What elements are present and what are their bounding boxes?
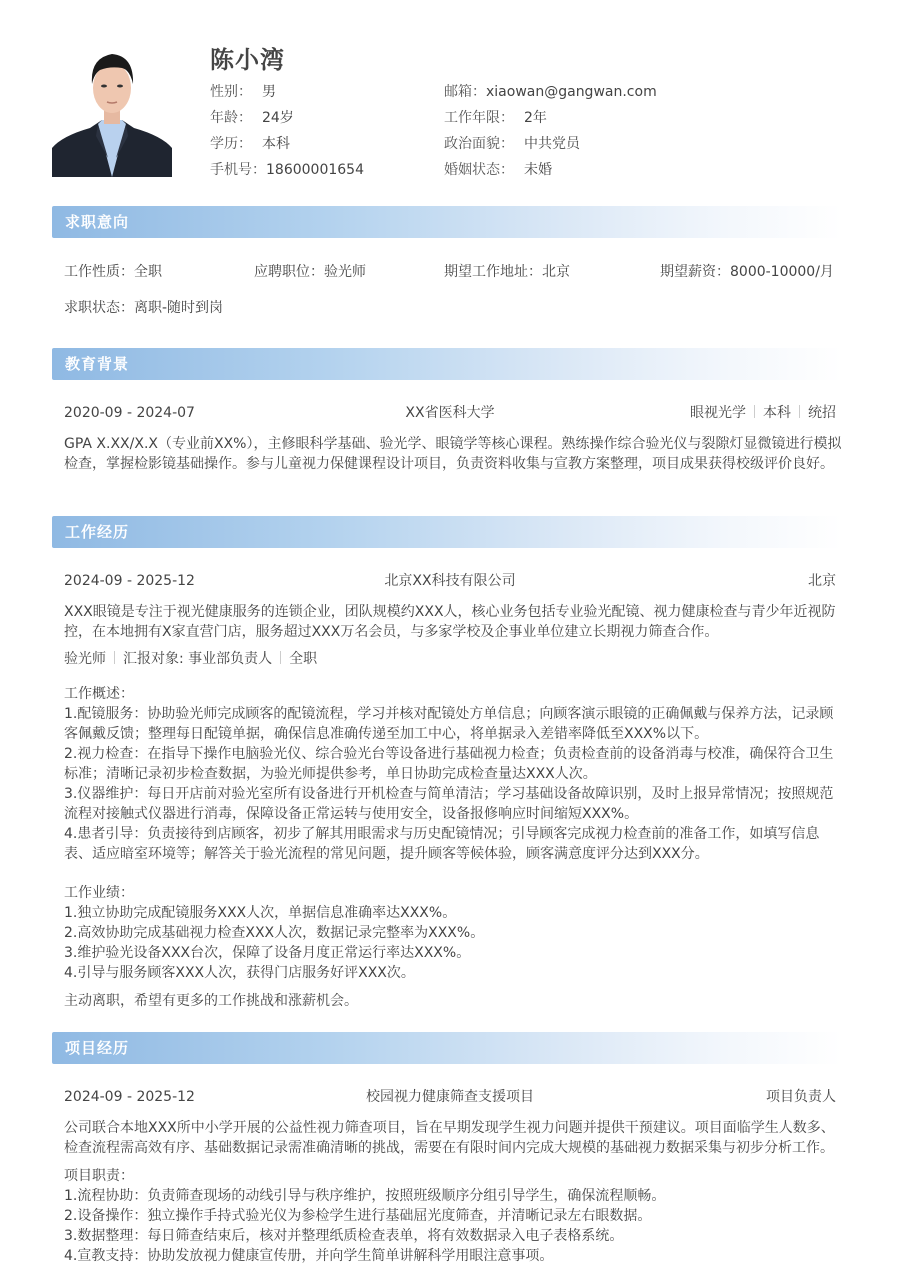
company-name: 北京XX科技有限公司	[384, 573, 516, 589]
email-label: 邮箱：	[444, 84, 486, 100]
achievement-item: 1.独立协助完成配镜服务XXX人次，单据信息准确率达XXX%。	[64, 905, 457, 921]
gender-value: 男	[262, 84, 276, 100]
location-label: 期望工作地址：	[444, 264, 542, 280]
job-status-field	[64, 298, 223, 318]
location-field	[444, 262, 570, 282]
major: 眼视光学	[690, 405, 746, 421]
project-duties	[64, 1166, 842, 1266]
education-row	[64, 403, 836, 423]
divider	[754, 405, 755, 418]
work-tags	[64, 649, 317, 669]
education-description: GPA X.XX/X.X（专业前XX%），主修眼科学基础、验光学、眼镜学等核心课程。熟练操作综合验光仪与裂隙灯显微镜进行模拟检查，掌握检影镜基础操作。参与儿童视力保健课程设计项目，负责资料收集与宣教方案整理，项目成果获得校级评价良好。	[64, 436, 842, 472]
report-to: 汇报对象: 事业部负责人	[123, 651, 273, 667]
profile-photo	[52, 40, 172, 177]
salary-value: 8000-10000/月	[730, 264, 834, 280]
project-name: 校园视力健康筛查支援项目	[366, 1089, 534, 1105]
phone-label: 手机号：	[210, 162, 266, 178]
achievement-item: 2.高效协助完成基础视力检查XXX人次，数据记录完整率为XXX%。	[64, 925, 485, 941]
divider	[114, 651, 115, 664]
degree-value: 本科	[262, 136, 290, 152]
project-row	[64, 1087, 836, 1107]
education-tags	[690, 403, 836, 423]
divider	[280, 651, 281, 664]
section-title: 教育背景	[65, 355, 130, 373]
salary-field	[660, 262, 834, 282]
project-period: 2024-09 - 2025-12	[64, 1089, 195, 1105]
experience-years-field	[444, 108, 547, 128]
age-field	[210, 108, 294, 128]
section-header-project	[52, 1032, 842, 1064]
job-type-label: 工作性质：	[64, 264, 134, 280]
job-type-field	[64, 262, 162, 282]
enrollment-type: 统招	[808, 405, 836, 421]
marital-status-field	[444, 160, 552, 180]
section-title: 项目经历	[65, 1039, 130, 1057]
project-intro: 公司联合本地XXX所中小学开展的公益性视力筛查项目，旨在早期发现学生视力问题并提供干预建议。项目面临学生人数多、检查流程需高效有序、基础数据记录需准确清晰的挑战，需要在有限时间内完成大规模的基础视力数据采集与初步分析工作。	[64, 1120, 835, 1156]
overview-item: 4.患者引导：负责接待到店顾客，初步了解其用眼需求与历史配镜情况；引导顾客完成视力检查前的准备工作，如填写信息表、适应暗室环境等；解答关于验光流程的常见问题，提升顾客等候体验，顾客满意度评分达到XXX分。	[64, 826, 820, 862]
work-row	[64, 571, 836, 591]
age-value: 24岁	[262, 110, 294, 126]
overview-item: 1.配镜服务：协助验光师完成顾客的配镜流程，学习并核对配镜处方单信息；向顾客演示眼镜的正确佩戴与保养方法，记录顾客佩戴反馈；整理每日配镜单据，确保信息准确传递至加工中心，将单据录入差错率降低至XXX%以下。	[64, 706, 834, 742]
achievements-title: 工作业绩：	[64, 885, 134, 901]
gender-field	[210, 82, 276, 102]
position-value: 验光师	[324, 264, 366, 280]
overview-item: 3.仪器维护：每日开店前对验光室所有设备进行开机检查与简单清洁；学习基础设备故障识别，及时上报异常情况；按照规范流程对接触式仪器进行消毒，保障设备正常运转与使用安全，设备报修响应时间缩短XXX%。	[64, 786, 834, 822]
duty-item: 1.流程协助：负责筛查现场的动线引导与秩序维护，按照班级顺序分组引导学生，确保流程顺畅。	[64, 1188, 666, 1204]
employment-type: 全职	[289, 651, 318, 667]
email-value[interactable]: xiaowan@gangwan.com	[486, 84, 657, 100]
work-role: 验光师	[64, 651, 106, 667]
political-status-label: 政治面貌：	[444, 136, 514, 152]
company-intro: XXX眼镜是专注于视光健康服务的连锁企业，团队规模约XXX人，核心业务包括专业验光配镜、视力健康检查与青少年近视防控，在本地拥有X家直营门店，服务超过XXX万名会员，与多家学校及企事业单位建立长期视力筛查合作。	[64, 604, 836, 640]
age-label: 年龄：	[210, 110, 252, 126]
duty-item: 3.数据整理：每日筛查结束后，核对并整理纸质检查表单，将有效数据录入电子表格系统。	[64, 1228, 624, 1244]
salary-label: 期望薪资：	[660, 264, 730, 280]
position-field	[254, 262, 366, 282]
candidate-name: 陈小湾	[210, 46, 285, 74]
experience-years-value: 2年	[524, 110, 547, 126]
overview-title: 工作概述：	[64, 686, 134, 702]
duty-item: 2.设备操作：独立操作手持式验光仪为参检学生进行基础屈光度筛查，并清晰记录左右眼数据。	[64, 1208, 652, 1224]
section-header-job-intent	[52, 206, 842, 238]
leave-reason: 主动离职，希望有更多的工作挑战和涨薪机会。	[64, 993, 358, 1009]
phone-value[interactable]: 18600001654	[266, 162, 364, 178]
gender-label: 性别：	[210, 84, 252, 100]
marital-status-label: 婚姻状态：	[444, 162, 514, 178]
duty-item: 4.宣教支持：协助发放视力健康宣传册，并向学生简单讲解科学用眼注意事项。	[64, 1248, 554, 1264]
marital-status-value: 未婚	[524, 162, 552, 178]
profile-header	[52, 40, 852, 180]
duties-title: 项目职责：	[64, 1168, 134, 1184]
degree-field	[210, 134, 290, 154]
email-field	[444, 82, 657, 102]
political-status-field	[444, 134, 580, 154]
person-photo-icon	[52, 40, 172, 177]
section-title: 求职意向	[65, 213, 130, 231]
overview-item: 2.视力检查：在指导下操作电脑验光仪、综合验光台等设备进行基础视力检查；负责检查前的设备消毒与校准，确保符合卫生标准；清晰记录初步检查数据，为验光师提供参考，单日协助完成检查量达XXX人次。	[64, 746, 834, 782]
divider	[799, 405, 800, 418]
location-value: 北京	[542, 264, 570, 280]
work-achievements	[64, 883, 842, 983]
section-header-education	[52, 348, 842, 380]
work-overview	[64, 684, 842, 864]
section-title: 工作经历	[65, 523, 130, 541]
work-location: 北京	[808, 573, 836, 589]
section-header-work	[52, 516, 842, 548]
achievement-item: 4.引导与服务顾客XXX人次，获得门店服务好评XXX次。	[64, 965, 415, 981]
position-label: 应聘职位：	[254, 264, 324, 280]
phone-field	[210, 160, 364, 180]
experience-years-label: 工作年限：	[444, 110, 514, 126]
job-status-label: 求职状态：	[64, 300, 134, 316]
work-period: 2024-09 - 2025-12	[64, 573, 195, 589]
job-status-value: 离职-随时到岗	[134, 300, 224, 316]
degree-label: 学历：	[210, 136, 252, 152]
political-status-value: 中共党员	[524, 136, 580, 152]
education-period: 2020-09 - 2024-07	[64, 405, 195, 421]
school-name: XX省医科大学	[405, 405, 495, 421]
project-role: 项目负责人	[766, 1089, 836, 1105]
degree: 本科	[763, 405, 791, 421]
job-type-value: 全职	[134, 264, 162, 280]
achievement-item: 3.维护验光设备XXX台次，保障了设备月度正常运行率达XXX%。	[64, 945, 471, 961]
